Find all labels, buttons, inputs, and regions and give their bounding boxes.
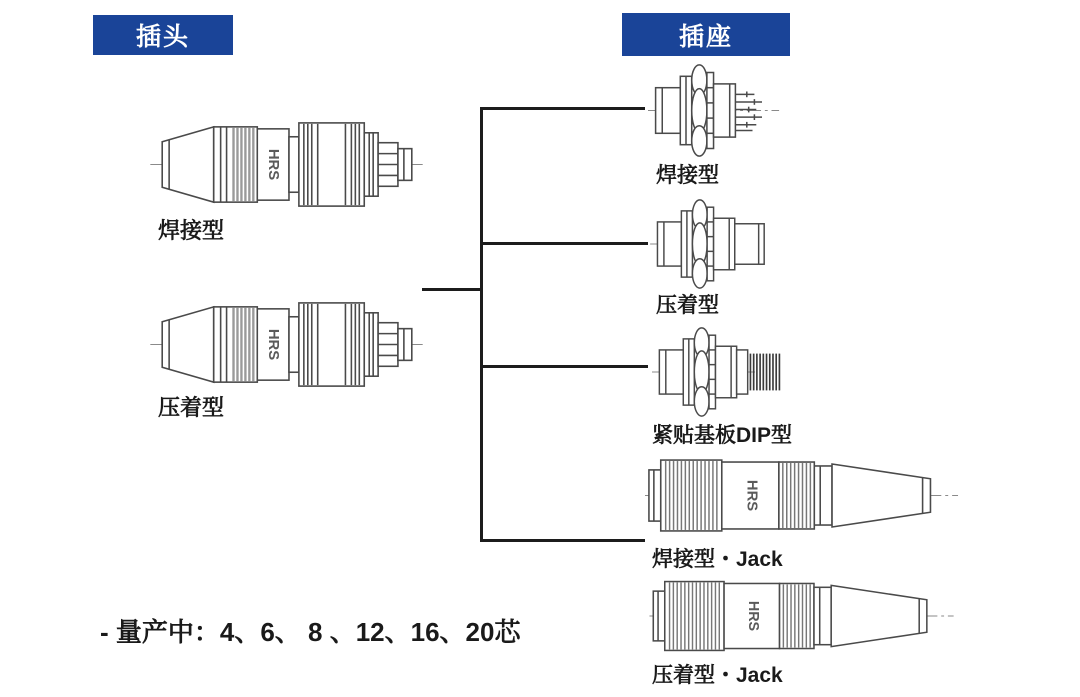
socket-crimp-jack-label: 压着型・Jack: [652, 664, 783, 687]
plug-solder-svg: [148, 113, 426, 217]
tree-trunk-line: [422, 288, 482, 291]
socket-crimp-svg: [648, 198, 781, 290]
jack-body-marking: HRS: [744, 600, 761, 632]
socket-dip-drawing: [648, 326, 794, 418]
tree-branch-jack: [480, 539, 645, 542]
socket-solder-drawing: [648, 63, 781, 158]
socket-crimp-label: 压着型: [656, 294, 719, 317]
socket-crimp-jack-drawing: [645, 572, 960, 660]
socket-crimp-drawing: [648, 198, 781, 290]
plug-crimp-svg: [148, 293, 426, 397]
socket-dip-label: 紧贴基板DIP型: [652, 424, 793, 447]
socket-dip-svg: [648, 326, 794, 418]
plug-solder-label: 焊接型: [158, 218, 225, 243]
plug-body-marking: HRS: [265, 148, 282, 181]
socket-solder-svg: [648, 63, 781, 158]
plug-header-label: 插头: [135, 23, 190, 51]
socket-solder-jack-svg: [645, 450, 960, 541]
plug-header: [93, 15, 233, 55]
socket-header-label: 插座: [678, 22, 733, 51]
plug-solder-drawing: [148, 113, 426, 217]
tree-branch-solder: [480, 107, 645, 110]
plug-crimp-label: 压着型: [158, 395, 225, 420]
production-note: - 量产中：4、6、 8 、12、16、20芯: [100, 617, 521, 647]
socket-solder-jack-label: 焊接型・Jack: [652, 548, 783, 571]
socket-crimp-jack-svg: [645, 572, 960, 660]
plug-crimp-drawing: [148, 293, 426, 397]
socket-solder-jack-drawing: [645, 450, 960, 541]
tree-branch-crimp: [480, 242, 648, 245]
jack-body-marking: HRS: [743, 479, 760, 512]
tree-vertical-line: [480, 107, 483, 542]
socket-header: [622, 13, 790, 56]
socket-solder-label: 焊接型: [656, 164, 719, 187]
tree-branch-dip: [480, 365, 648, 368]
plug-body-marking: HRS: [265, 328, 282, 361]
